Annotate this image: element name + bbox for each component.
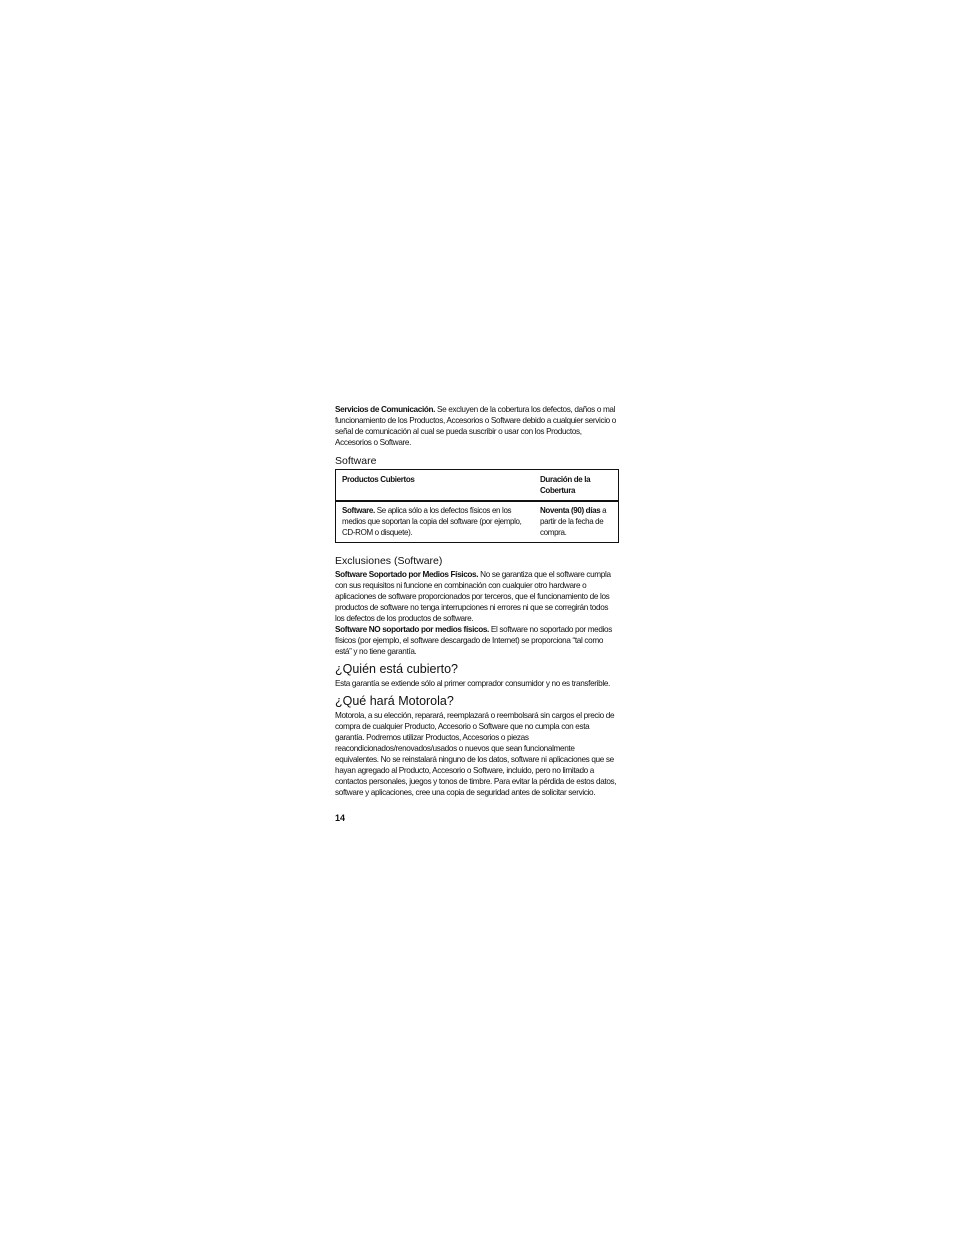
header-covered-products: Productos Cubiertos [342, 475, 415, 484]
exclusions-p1-lead: Software Soportado por Medios Físicos. [335, 570, 479, 579]
what-heading: ¿Qué hará Motorola? [335, 694, 454, 708]
communication-lead: Servicios de Comunicación. [335, 405, 436, 414]
what-paragraph: Motorola, a su elección, reparará, reemplazará o reembolsará sin cargos el precio de compra de cualquier Producto, Accesorio o Software que no cumpla con esta garantía. Podremos utilizar Productos, Accesorios o piezas reacondicionados/renovados/usados o nuevos que sean funcionalmente equivalentes. No se reinstalará ninguno de los datos, software ni aplicaciones que se hayan agregado al Producto, Accesorio o Software, incluido, pero no limitado a contactos personales, juegos y tonos de timbre. Para evitar la pérdida de estos datos, software y aplicaciones, cree una copia de seguridad antes de solicitar servicio. [335, 711, 617, 797]
product-text: Se aplica sólo a los defectos físicos en los medios que soportan la copia del software (por ejemplo, CD-ROM o disquete). [342, 506, 522, 537]
communication-text: Se excluyen de la cobertura los defectos, daños o mal funcionamiento de los Productos, Accesorios o Software debido a cualquier servicio o señal de comunicación al cual se pueda suscribir o usar con los Productos, Accesorios o Software. [335, 405, 616, 447]
duration-text: a partir de la fecha de compra. [540, 506, 607, 537]
exclusions-heading: Exclusiones (Software) [335, 555, 443, 567]
exclusions-paragraph-2 [335, 624, 619, 657]
table-row [336, 501, 619, 543]
duration-lead: Noventa (90) días [540, 506, 601, 515]
exclusions-paragraph-1 [335, 569, 619, 624]
page-content [335, 404, 619, 798]
communication-paragraph [335, 404, 619, 448]
header-coverage-duration: Duración de la Cobertura [540, 475, 591, 495]
exclusions-p1-text: No se garantiza que el software cumpla con sus requisitos ni funcione en combinación con cualquier otro hardware o aplicaciones de software proporcionados por terceros, que el funcionamiento de los productos de software no tenga interrupciones ni errores ni que se corregirán todos los defectos de los productos de software. [335, 570, 611, 623]
who-heading: ¿Quién está cubierto? [335, 662, 458, 676]
page-number: 14 [335, 813, 346, 823]
coverage-table-header-row [336, 470, 619, 502]
coverage-table [335, 469, 619, 543]
product-lead: Software. [342, 506, 375, 515]
cell-coverage-duration [534, 501, 619, 543]
exclusions-p2-lead: Software NO soportado por medios físicos. [335, 625, 489, 634]
exclusions-p2-text: El software no soportado por medios físicos (por ejemplo, el software descargado de Internet) se proporciona “tal como está” y no tiene garantía. [335, 625, 613, 656]
software-heading: Software [335, 455, 377, 467]
who-paragraph: Esta garantía se extiende sólo al primer comprador consumidor y no es transferible. [335, 679, 610, 688]
cell-covered-product [336, 501, 535, 543]
